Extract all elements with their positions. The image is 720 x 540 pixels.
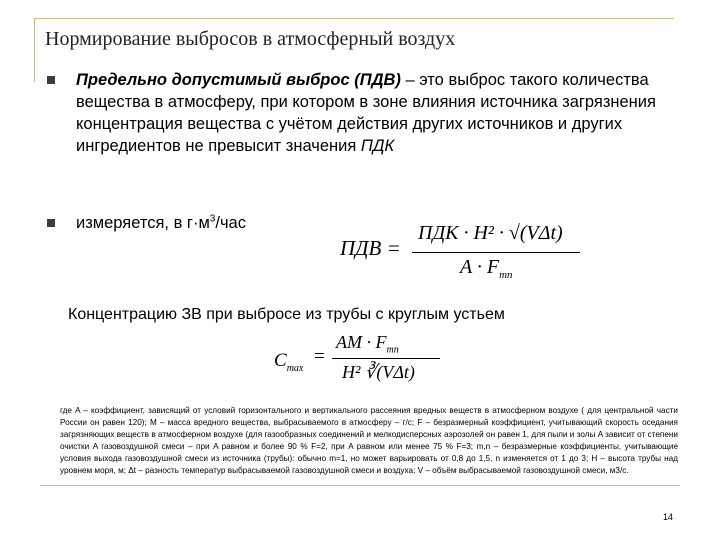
footer-divider	[40, 485, 680, 486]
pdv-definition: – это выброс такого количества вещества в атмосферу, при котором в зоне влияния источника загрязнения концентрация вещества с учётом действия других источников и других ингредиентов не превысит значения	[76, 71, 656, 155]
pdk-term: ПДК	[360, 137, 395, 155]
units-sup: 3	[209, 213, 216, 225]
page-number: 14	[663, 512, 674, 522]
pdv-formula-lhs: ПДВ =	[340, 236, 401, 260]
title-frame-top	[34, 18, 674, 19]
units-tail: /час	[215, 214, 246, 232]
bullet-marker-1	[47, 76, 55, 84]
cmax-numerator: AM · $F_{mn}$	[336, 332, 399, 356]
bullet-1	[76, 69, 686, 157]
variables-legend: где A – коэффициент, зависящий от условий горизонтального и вертикального рассеяния вредных веществ в атмосферном воздухе ( для центральной части России он равен 120); M – масса вредного вещества, выбрасываемого в атмосферу – г/с; F – безразмерный коэффициент, учитывающий скорость оседания загрязняющих веществ в атмосферном воздухе (для газообразных соединений и мелкодисперсных аэрозолей он равен 1, для пыли и золы A зависит от степени очистки A газовоздушной смеси – при A равном и более 90 % F=2, при A равном или менее 75 % F=3; m,n – безразмерные коэффициенты, учитывающие условия выхода газовоздушной смеси из источника (трубы): обычно m=1, но может варьировать от 0,8 до 1,5, n изменяется от 1 до 3; H – высота трубы над уровнем моря, м; Δt – разность температур выбрасываемой газовоздушной смеси и воздуха; V – объём выбрасываемой газовоздушной смеси, м3/с.	[60, 406, 678, 475]
page-title: Нормирование выбросов в атмосферный воздух	[45, 28, 456, 50]
units-text: измеряется, в г·м	[76, 214, 210, 232]
pdv-formula-denominator: $A \cdot F_{mn}$	[460, 256, 513, 281]
cmax-formula	[270, 330, 460, 392]
cmax-lhs: $C_{max}$	[274, 350, 304, 374]
pdv-formula-numerator: ПДК · H² · √(VΔt)	[418, 222, 563, 244]
cmax-fraction-bar	[332, 358, 440, 359]
cmax-equals: =	[314, 346, 325, 367]
concentration-caption: Концентрацию ЗВ при выбросе из трубы с круглым устьем	[68, 306, 505, 323]
cmax-denominator: H² ∛(VΔt)	[342, 362, 415, 382]
title-frame-left	[34, 18, 35, 82]
bullet-marker-2	[47, 219, 55, 227]
pdv-fraction-bar	[412, 252, 580, 253]
pdv-formula	[300, 218, 600, 288]
pdv-term: Предельно допустимый выброс (ПДВ)	[76, 71, 401, 89]
